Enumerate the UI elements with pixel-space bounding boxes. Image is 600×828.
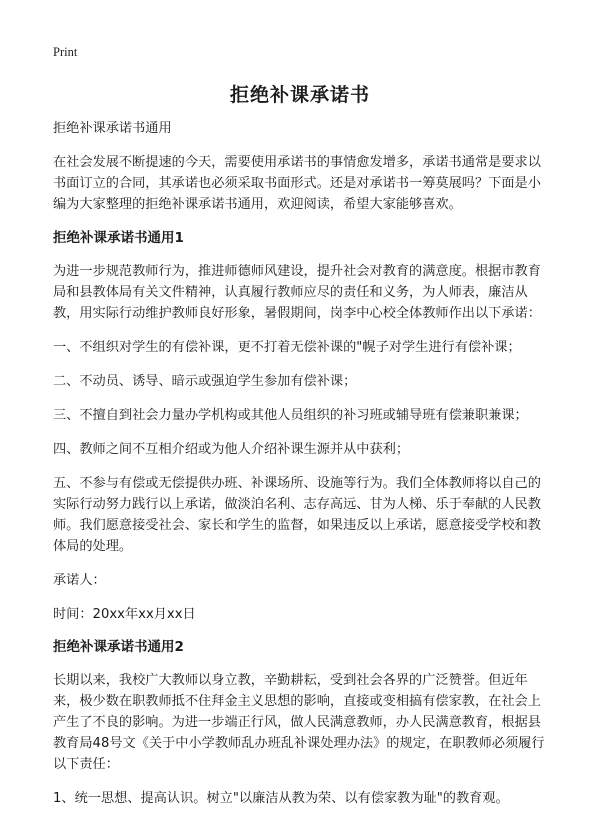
document-subtitle: 拒绝补课承诺书通用 — [53, 121, 172, 136]
pledge-item-3: 三、不擅自到社会力量办学机构或其他人员组织的补习班或辅导班有偿兼职兼课； — [53, 408, 528, 423]
print-link[interactable]: Print — [53, 45, 78, 59]
intro-paragraph: 在社会发展不断提速的今天，需要使用承诺书的事情愈发增多，承诺书通常是要求以书面订立的合同，其承诺也必须采取书面形式。还是对承诺书一筹莫展吗？下面是小编为大家整理的拒绝补课承诺书通用，欢迎阅读，希望大家能够喜欢。 — [53, 155, 541, 212]
section-heading-2: 拒绝补课承诺书通用2 — [53, 639, 184, 655]
section-heading-1: 拒绝补课承诺书通用1 — [53, 230, 184, 246]
pledge-item-2: 二、不动员、诱导、暗示或强迫学生参加有偿补课； — [53, 374, 357, 389]
date-line: 时间：20xx年xx月xx日 — [53, 607, 196, 622]
signatory-line: 承诺人： — [53, 573, 106, 588]
pledge-item-4: 四、教师之间不互相介绍或为他人介绍补课生源并从中获利； — [53, 442, 410, 457]
paragraph: 为进一步规范教师行为，推进师德师风建设，提升社会对教育的满意度。根据市教育局和县教体局有关文件精神，认真履行教师应尽的责任和义务，为人师表，廉洁从教，用实际行动维护教师良好形象，暑假期间，岗李中心校全体教师作出以下承诺： — [53, 264, 541, 321]
responsibility-item-1: 1、统一思想、提高认识。树立"以廉洁从教为荣、以有偿家教为耻"的教育观。 — [53, 791, 509, 806]
pledge-item-1: 一、不组织对学生的有偿补课，更不打着无偿补课的"幌子对学生进行有偿补课； — [53, 340, 521, 355]
document-body — [53, 118, 553, 822]
pledge-item-5: 五、不参与有偿或无偿提供办班、补课场所、设施等行为。我们全体教师将以自己的实际行动努力践行以上承诺，做淡泊名利、志存高远、甘为人梯、乐于奉献的人民教师。我们愿意接受社会、家长和学生的监督，如果违反以上承诺，愿意接受学校和教体局的处理。 — [53, 476, 541, 554]
document-title: 拒绝补课承诺书 — [229, 84, 370, 106]
paragraph: 长期以来，我校广大教师以身立教，辛勤耕耘，受到社会各界的广泛赞誉。但近年来，极少数在职教师抵不住拜金主义思想的影响，直接或变相搞有偿家教，在社会上产生了不良的影响。为进一步端正行风，做人民满意教师，办人民满意教育，根据县教育局48号文《关于中小学教师乱办班乱补课处理办法》的规定，在职教师必须履行以下责任： — [53, 673, 545, 772]
